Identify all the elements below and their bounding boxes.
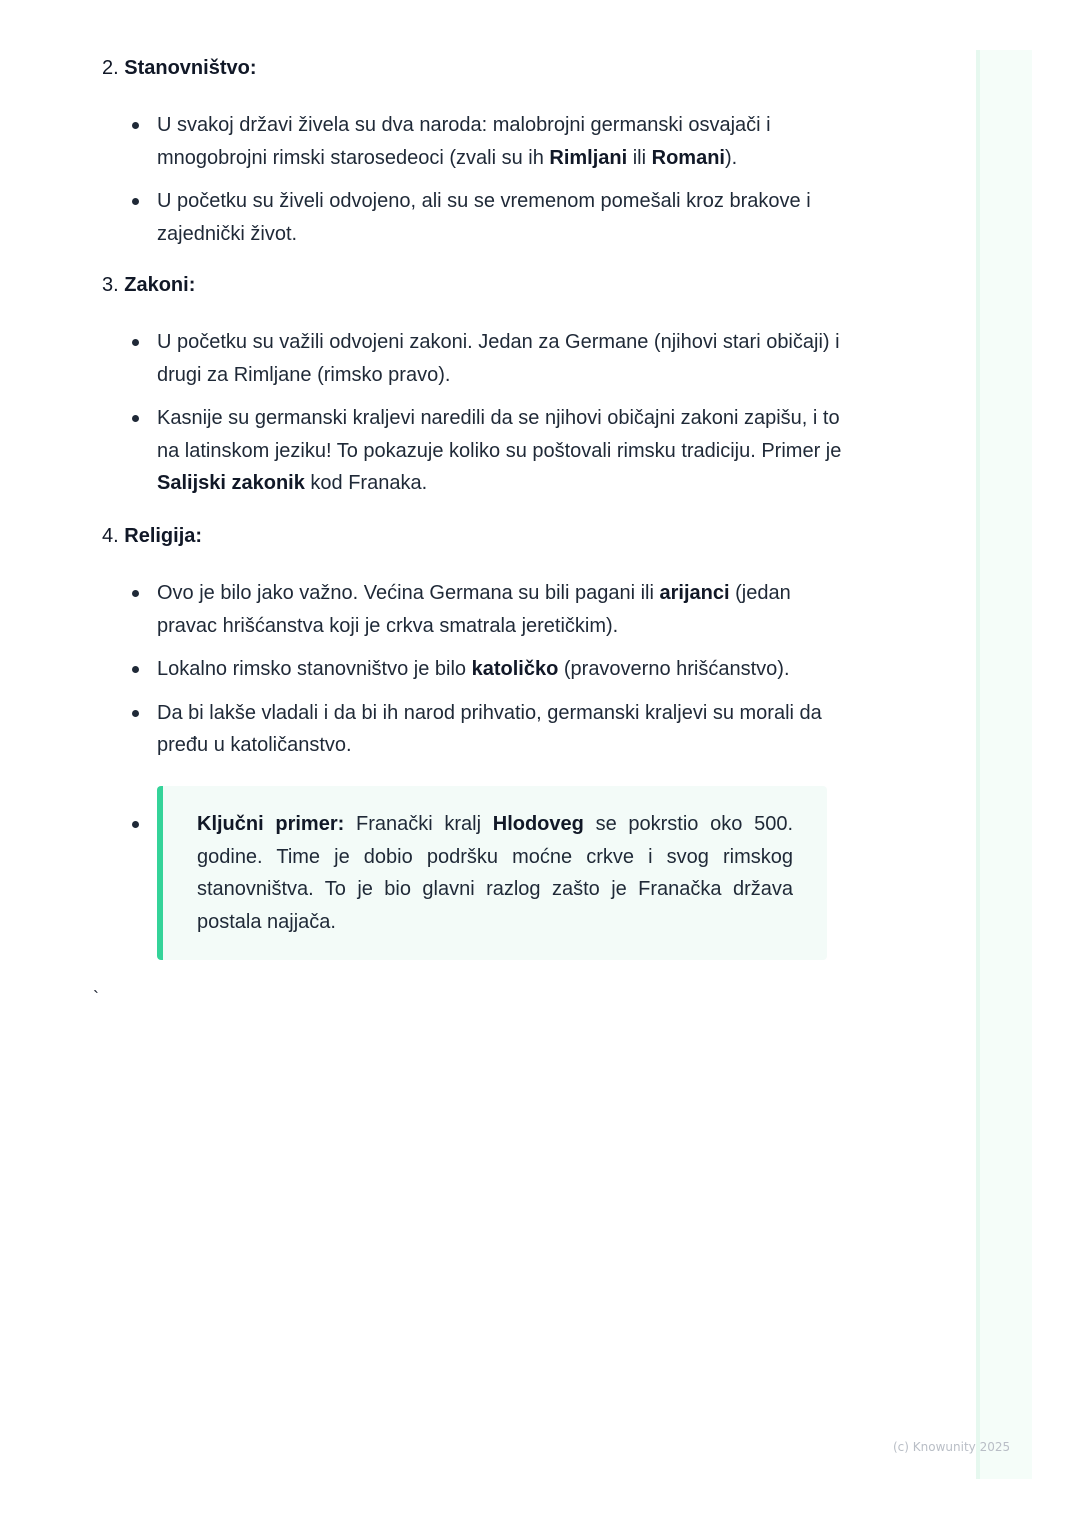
- list-item: [102, 653, 842, 686]
- bold-term: arijanci: [659, 582, 730, 604]
- section-number: 3.: [102, 274, 119, 296]
- section-title: Zakoni:: [124, 274, 196, 296]
- bullet-icon: [132, 339, 139, 346]
- stray-mark: `: [93, 988, 99, 1008]
- bullet-icon: [132, 415, 139, 422]
- text-run: se pokrstio oko 500. godine. Time je dobio podršku moćne crkve i svog rimskog stanovništva. To je bio glavni razlog zašto je Franačka država postala najjača.: [197, 813, 793, 933]
- list-item: [102, 577, 842, 642]
- section-religija: [102, 522, 842, 762]
- copyright-footer: (c) Knowunity 2025: [893, 1440, 1011, 1454]
- bullet-icon: [132, 710, 139, 717]
- bullet-list: [102, 109, 842, 250]
- section-stanovnistvo: [102, 54, 842, 250]
- bullet-icon: [132, 198, 139, 205]
- item-text: [157, 702, 822, 757]
- list-item: [102, 185, 842, 250]
- text-run: U početku su važili odvojeni zakoni. Jedan za Germane (njihovi stari običaji) i drugi za Rimljane (rimsko pravo).: [157, 331, 840, 386]
- text-run: U svakoj državi živela su dva naroda: malobrojni germanski osvajači i mnogobrojni rimski starosedeoci (zvali su ih: [157, 114, 771, 169]
- section-heading: [102, 271, 842, 299]
- side-decoration-strip: [976, 50, 1032, 1479]
- bullet-icon: [132, 821, 139, 828]
- bold-term: Ključni primer:: [197, 813, 345, 835]
- key-example-item: [102, 786, 832, 960]
- section-number: 2.: [102, 57, 119, 79]
- section-heading: [102, 522, 842, 550]
- bold-term: Hlodoveg: [492, 813, 584, 835]
- callout-text: [197, 808, 793, 938]
- key-example-callout: [157, 786, 827, 960]
- text-run: Ovo je bilo jako važno. Većina Germana su bili pagani ili: [157, 582, 660, 604]
- list-item: [102, 697, 842, 762]
- bullet-icon: [132, 590, 139, 597]
- bullet-icon: [132, 666, 139, 673]
- text-run: Da bi lakše vladali i da bi ih narod prihvatio, germanski kraljevi su morali da pređu u katoličanstvo.: [157, 701, 822, 756]
- section-zakoni: [102, 271, 842, 500]
- text-run: (pravoverno hrišćanstvo).: [558, 658, 790, 680]
- bullet-icon: [132, 122, 139, 129]
- bullet-list: [102, 577, 842, 762]
- section-title: Religija:: [124, 525, 203, 547]
- text-run: (jedan pravac hrišćanstva koji je crkva smatrala jeretičkim).: [157, 582, 791, 637]
- bold-term: Romani: [651, 146, 725, 169]
- text-run: ili: [627, 146, 652, 169]
- bold-term: Rimljani: [549, 146, 628, 169]
- item-text: [157, 407, 841, 494]
- item-text: [157, 582, 791, 637]
- bullet-list: [102, 326, 842, 500]
- text-run: ).: [724, 146, 738, 169]
- bold-term: Salijski zakonik: [157, 472, 305, 494]
- text-run: U početku su živeli odvojeno, ali su se vremenom pomešali kroz brakove i zajednički život.: [157, 190, 811, 245]
- list-item: [102, 326, 842, 391]
- item-text: [157, 331, 840, 386]
- section-number: 4.: [102, 525, 119, 547]
- text-run: Franački kralj: [344, 813, 493, 835]
- text-run: kod Franaka.: [304, 472, 428, 494]
- item-text: [157, 658, 790, 680]
- list-item: [102, 402, 842, 500]
- bold-term: katoličko: [471, 658, 559, 680]
- section-title: Stanovništvo:: [124, 57, 257, 79]
- item-text: [157, 190, 811, 245]
- list-item: [102, 109, 842, 174]
- section-heading: [102, 54, 842, 82]
- text-run: Kasnije su germanski kraljevi naredili da se njihovi običajni zakoni zapišu, i to na latinskom jeziku! To pokazuje koliko su poštovali rimsku tradiciju. Primer je: [157, 407, 842, 462]
- text-run: Lokalno rimsko stanovništvo je bilo: [157, 658, 472, 680]
- item-text: [157, 114, 771, 169]
